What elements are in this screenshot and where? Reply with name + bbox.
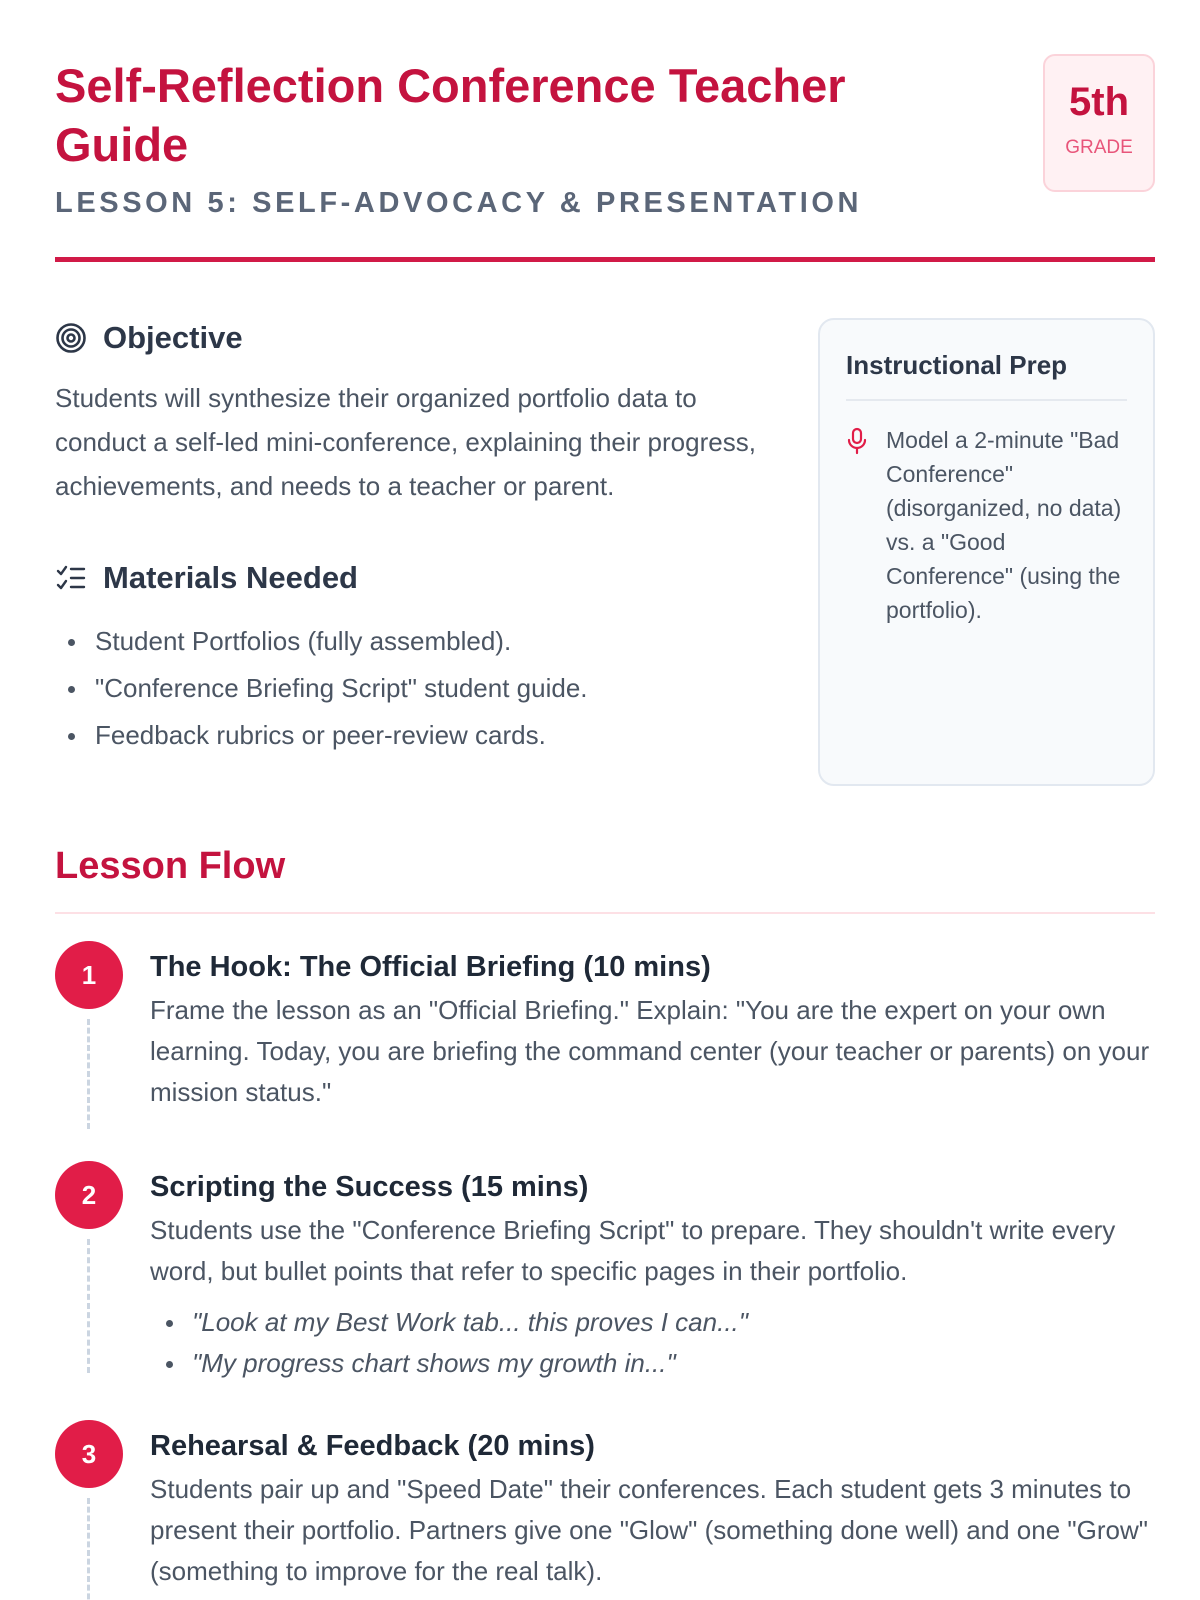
target-icon bbox=[55, 322, 87, 354]
timeline-connector bbox=[87, 1239, 90, 1373]
list-item: "Look at my Best Work tab... this proves I can..." bbox=[150, 1302, 1160, 1343]
checklist-icon bbox=[55, 562, 87, 594]
prep-title: Instructional Prep bbox=[846, 350, 1127, 401]
prep-text: Model a 2-minute "Bad Conference" (disorganized, no data) vs. a "Good Conference" (using the portfolio). bbox=[886, 427, 1122, 623]
objective-heading-label: Objective bbox=[103, 320, 243, 355]
step-body bbox=[150, 1161, 1160, 1384]
materials-heading-label: Materials Needed bbox=[103, 560, 358, 595]
grade-label: GRADE bbox=[1065, 137, 1133, 158]
list-item: Student Portfolios (fully assembled). bbox=[55, 618, 775, 665]
timeline-connector bbox=[87, 1019, 90, 1129]
prep-item bbox=[846, 423, 1127, 627]
grade-badge bbox=[1043, 54, 1155, 192]
timeline-connector bbox=[87, 1498, 90, 1600]
objective-materials-section bbox=[55, 318, 775, 759]
teacher-guide-page bbox=[55, 0, 1155, 1586]
microphone-icon bbox=[846, 427, 872, 627]
step-number-badge: 2 bbox=[55, 1161, 123, 1229]
step-title: Rehearsal & Feedback (20 mins) bbox=[150, 1430, 595, 1462]
lesson-flow-title: Lesson Flow bbox=[55, 845, 1155, 914]
materials-heading bbox=[55, 558, 775, 598]
objective-text: Students will synthesize their organized portfolio data to conduct a self-led mini-conference, explaining their progress, achievements, and needs to a teacher or parent. bbox=[55, 383, 756, 501]
step-text: Students pair up and "Speed Date" their conferences. Each student gets 3 minutes to present their portfolio. Partners give one "Glow" (something done well) and one "Grow" (something to improve for the real talk). bbox=[150, 1474, 1148, 1586]
step-number-badge: 1 bbox=[55, 941, 123, 1009]
step-body bbox=[150, 941, 1160, 1113]
list-item: Feedback rubrics or peer-review cards. bbox=[55, 712, 775, 759]
step-title: Scripting the Success (15 mins) bbox=[150, 1171, 589, 1203]
step-body bbox=[150, 1420, 1160, 1592]
instructional-prep-card bbox=[818, 318, 1155, 786]
list-item: "My progress chart shows my growth in..." bbox=[150, 1343, 1160, 1384]
page-title: Self-Reflection Conference Teacher Guide bbox=[55, 59, 846, 171]
step-title: The Hook: The Official Briefing (10 mins) bbox=[150, 951, 711, 983]
step-text: Students use the "Conference Briefing Script" to prepare. They shouldn't write every word, but bullet points that refer to specific pages in their portfolio. bbox=[150, 1215, 1116, 1286]
grade-number: 5th bbox=[1069, 80, 1129, 124]
step-text: Frame the lesson as an "Official Briefing." Explain: "You are the expert on your own learning. Today, you are briefing the command center (your teacher or parents) on your mission status." bbox=[150, 995, 1150, 1107]
objective-heading bbox=[55, 318, 775, 358]
guide-header bbox=[55, 0, 1155, 262]
lesson-subtitle: LESSON 5: SELF-ADVOCACY & PRESENTATION bbox=[55, 187, 863, 219]
list-item: "Conference Briefing Script" student guide. bbox=[55, 665, 775, 712]
materials-list bbox=[55, 618, 775, 759]
step-number-badge: 3 bbox=[55, 1420, 123, 1488]
example-quotes-list bbox=[150, 1302, 1160, 1384]
